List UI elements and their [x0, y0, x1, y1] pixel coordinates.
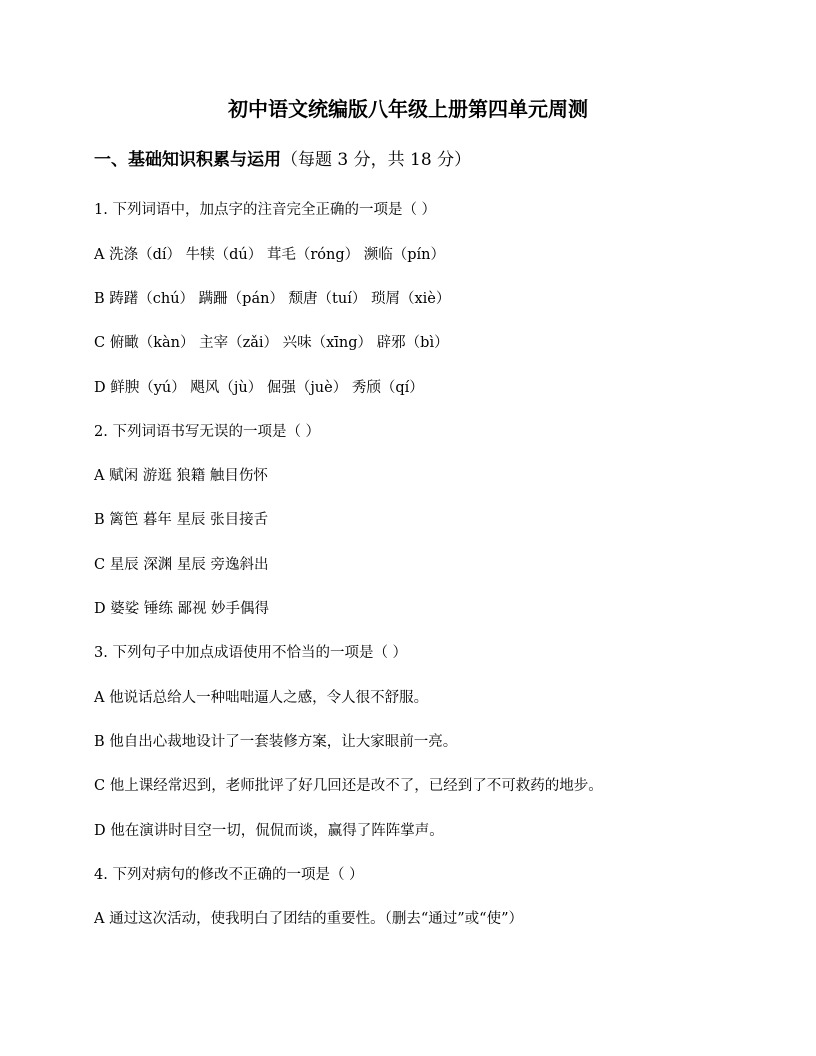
question-3-option-d: D 他在演讲时目空一切，侃侃而谈，赢得了阵阵掌声。 — [94, 823, 444, 839]
section-heading — [94, 148, 471, 172]
question-3-option-c: C 他上课经常迟到，老师批评了好几回还是改不了，已经到了不可救药的地步。 — [94, 778, 603, 794]
question-3-stem: 3. 下列句子中加点成语使用不恰当的一项是（ ） — [94, 645, 408, 661]
question-1-option-a: A 洗涤（dí） 牛犊（dú） 茸毛（róng） 濒临（pín） — [94, 247, 445, 263]
question-1-option-b: B 踌躇（chú） 蹒跚（pán） 颓唐（tuí） 琐屑（xiè） — [94, 291, 451, 307]
question-1-option-d: D 鲜腴（yú） 飓风（jù） 倔强（juè） 秀颀（qí） — [94, 380, 424, 396]
question-4-stem: 4. 下列对病句的修改不正确的一项是（ ） — [94, 867, 364, 883]
question-3-option-b: B 他自出心裁地设计了一套装修方案，让大家眼前一亮。 — [94, 734, 458, 750]
section-heading-score-note: （每题 3 分，共 18 分） — [281, 150, 472, 170]
question-1-stem: 1. 下列词语中，加点字的注音完全正确的一项是（ ） — [94, 202, 437, 218]
question-1-option-c: C 俯瞰（kàn） 主宰（zǎi） 兴味（xīng） 辟邪（bì） — [94, 335, 449, 351]
question-2-option-d: D 婆娑 锤练 鄙视 妙手偶得 — [94, 601, 270, 617]
question-2-option-a: A 赋闲 游逛 狼籍 触目伤怀 — [94, 468, 268, 484]
question-2-option-b: B 篱笆 暮年 星辰 张目接舌 — [94, 512, 269, 528]
question-4-option-a: A 通过这次活动，使我明白了团结的重要性。（删去“通过”或“使”） — [94, 911, 523, 927]
question-3-option-a: A 他说话总给人一种咄咄逼人之感，令人很不舒服。 — [94, 690, 429, 706]
question-2-option-c: C 星辰 深渊 星辰 旁逸斜出 — [94, 557, 269, 573]
section-heading-title: 一、基础知识积累与运用 — [94, 150, 281, 170]
document-title: 初中语文统编版八年级上册第四单元周测 — [228, 97, 588, 121]
question-2-stem: 2. 下列词语书写无误的一项是（ ） — [94, 424, 321, 440]
